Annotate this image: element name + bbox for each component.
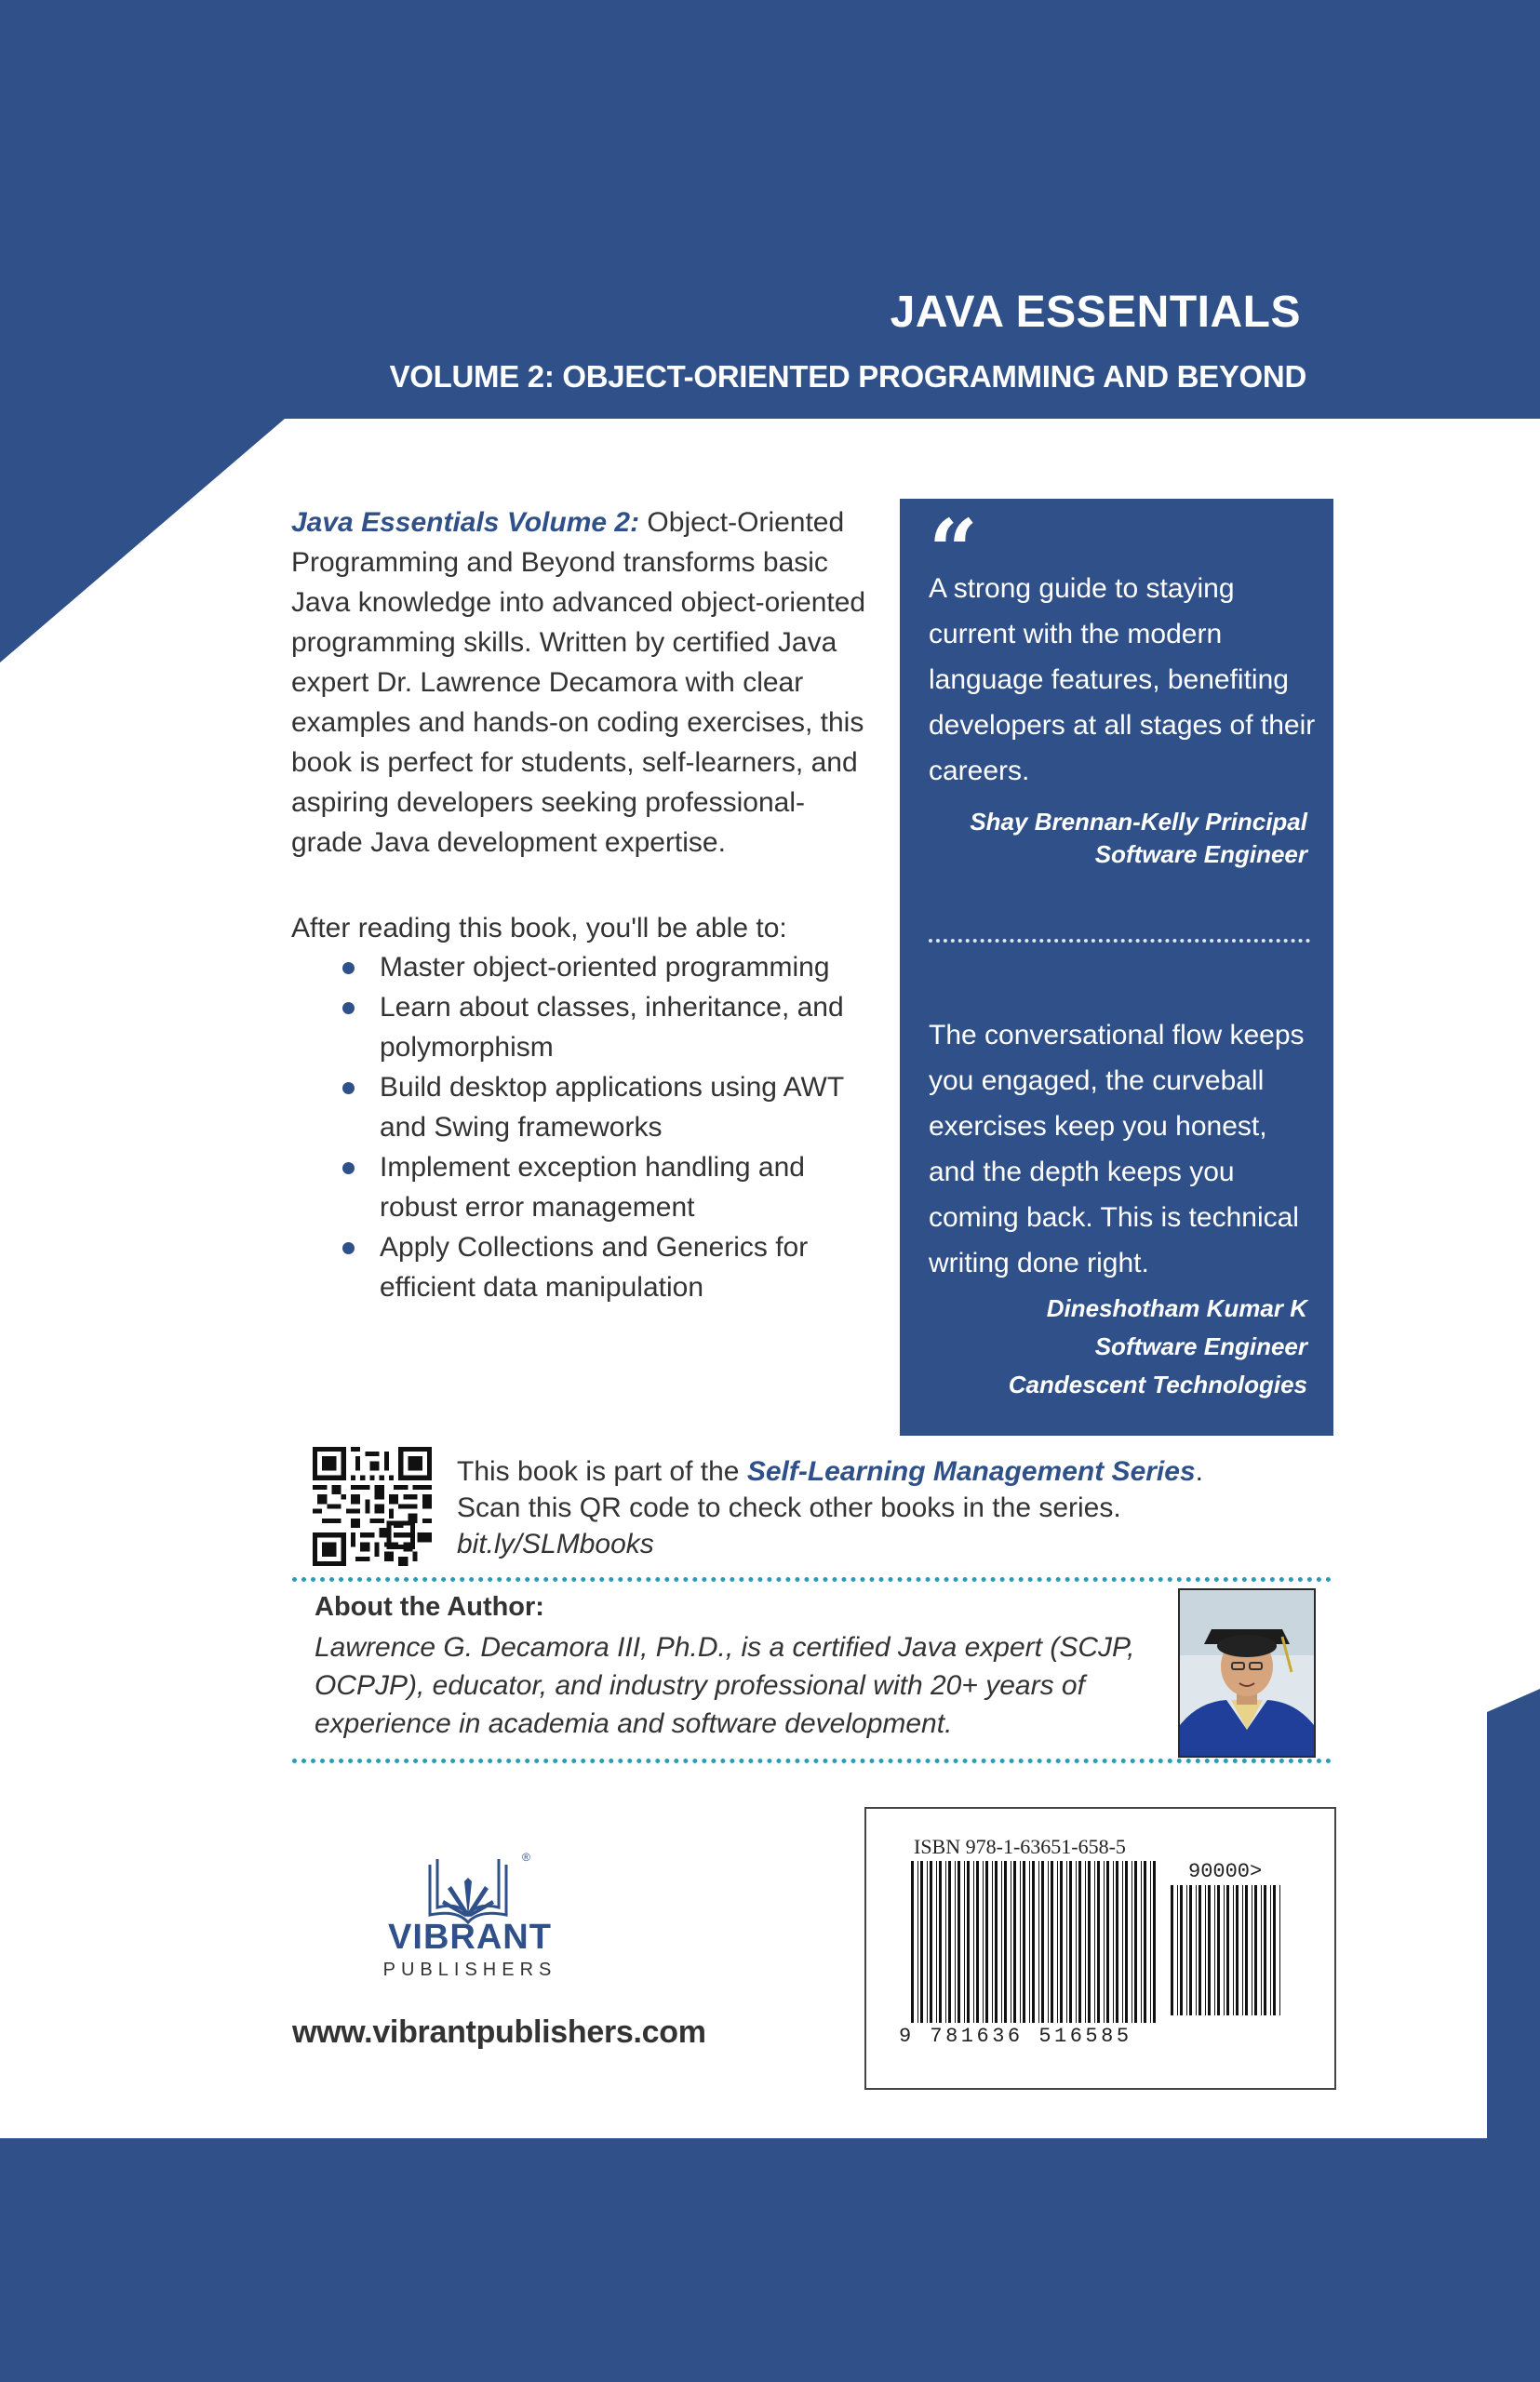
barcode-bar — [1233, 1885, 1234, 2015]
barcode-bar — [920, 1861, 923, 2023]
list-item — [342, 987, 882, 1067]
addon-barcode-bars — [1171, 1885, 1286, 2015]
publisher-sub: PUBLISHERS — [382, 1960, 557, 1980]
barcode-bar — [1153, 1861, 1156, 2023]
barcode-bar — [964, 1861, 965, 2023]
barcode-bar — [1125, 1861, 1128, 2023]
barcode-bar — [1069, 1861, 1072, 2023]
bullet-icon — [342, 1082, 355, 1094]
list-item-text: Apply Collections and Generics for efficient data manipulation — [380, 1232, 809, 1303]
barcode-bar — [1217, 1885, 1220, 2015]
testimonial-2-author-line1: Dineshotham Kumar K — [1046, 1294, 1307, 1322]
barcode-bar — [1144, 1861, 1146, 2023]
list-item-text: Learn about classes, inheritance, and polymorphism — [380, 992, 844, 1063]
description-lead: Java Essentials Volume 2: — [291, 507, 640, 538]
barcode-bar — [955, 1861, 956, 2023]
series-info — [457, 1453, 1203, 1562]
barcode-bar — [1199, 1885, 1201, 2015]
barcode-bar — [985, 1861, 988, 2023]
book-description — [291, 502, 868, 863]
testimonials-box — [900, 499, 1333, 1436]
barcode-bar — [1208, 1885, 1211, 2015]
bullet-icon — [342, 962, 355, 974]
barcode-bar — [917, 1861, 918, 2023]
testimonial-2-text: The conversational flow keeps you engaged, the curveball exercises keep you honest, and the depth keeps you coming back. This is technical writing done right. — [929, 1020, 1305, 1278]
barcode-bar — [1076, 1861, 1077, 2023]
series-suffix: . — [1195, 1456, 1203, 1487]
barcode-bar — [1254, 1885, 1257, 2015]
barcode-bar — [1038, 1861, 1039, 2023]
list-item-text: Implement exception handling and robust error management — [380, 1152, 805, 1223]
testimonial-2-author-line2: Software Engineer — [1094, 1332, 1307, 1360]
publisher-name: VIBRANT — [388, 1918, 552, 1957]
barcode-bar — [1106, 1861, 1109, 2023]
list-item — [342, 1147, 882, 1227]
qr-code[interactable] — [313, 1447, 432, 1566]
barcode-bar — [1085, 1861, 1086, 2023]
barcode-bar — [1245, 1885, 1248, 2015]
bullet-icon — [342, 1002, 355, 1014]
barcode-bars — [911, 1861, 1160, 2023]
barcode-bar — [1226, 1885, 1229, 2015]
barcode-bar — [1001, 1861, 1002, 2023]
barcode-bar — [1029, 1861, 1030, 2023]
list-item — [342, 1067, 882, 1147]
testimonial-1-author-line2: Software Engineer — [1094, 840, 1307, 868]
testimonial-2-author-line3: Candescent Technologies — [1008, 1371, 1307, 1398]
barcode-bar — [1270, 1885, 1271, 2015]
barcode-bar — [939, 1861, 942, 2023]
barcode-bar — [911, 1861, 914, 2023]
barcode-bar — [1116, 1861, 1118, 2023]
barcode-bar — [1261, 1885, 1262, 2015]
barcode-bar — [983, 1861, 984, 2023]
author-portrait-icon — [1180, 1590, 1314, 1756]
registered-mark: ® — [522, 1851, 530, 1864]
barcode-bar — [1020, 1861, 1021, 2023]
barcode-digits: 9 781636 516585 — [899, 2025, 1132, 2048]
barcode-bar — [1057, 1861, 1058, 2023]
barcode-bar — [1094, 1861, 1095, 2023]
series-prefix: This book is part of the — [457, 1456, 747, 1487]
barcode-bar — [1113, 1861, 1114, 2023]
barcode-bar — [945, 1861, 946, 2023]
barcode-bar — [1078, 1861, 1081, 2023]
barcode-bar — [1097, 1861, 1100, 2023]
barcode-bar — [1189, 1885, 1192, 2015]
publisher-website[interactable]: www.vibrantpublishers.com — [292, 2014, 706, 2050]
barcode-bar — [1242, 1885, 1243, 2015]
barcode-bar — [973, 1861, 974, 2023]
barcode-bar — [948, 1861, 951, 2023]
learning-outcomes-list — [342, 947, 882, 1307]
barcode-bar — [930, 1861, 932, 2023]
barcode-bar — [1088, 1861, 1091, 2023]
testimonial-divider — [929, 939, 1310, 943]
bullet-icon — [342, 1242, 355, 1254]
series-link[interactable]: bit.ly/SLMbooks — [457, 1529, 654, 1559]
barcode-bar — [1196, 1885, 1197, 2015]
barcode-bar — [1104, 1861, 1105, 2023]
dotted-divider-bottom — [292, 1759, 1332, 1763]
price-addon-text: 90000> — [1188, 1860, 1263, 1883]
barcode-bar — [1004, 1861, 1007, 2023]
series-line-2: Scan this QR code to check other books in the series. — [457, 1492, 1121, 1523]
barcode-bar — [1186, 1885, 1187, 2015]
barcode-bar — [1214, 1885, 1215, 2015]
barcode-bar — [1141, 1861, 1142, 2023]
barcode-bar — [1122, 1861, 1123, 2023]
barcode-bar — [936, 1861, 937, 2023]
barcode-bar — [957, 1861, 960, 2023]
barcode-bar — [967, 1861, 970, 2023]
barcode-bar — [992, 1861, 993, 2023]
author-photo — [1178, 1588, 1316, 1758]
barcode-bar — [1134, 1861, 1137, 2023]
barcode-bar — [1264, 1885, 1266, 2015]
list-item-text: Build desktop applications using AWT and Swing frameworks — [380, 1072, 844, 1143]
barcode-bar — [1066, 1861, 1067, 2023]
barcode-bar — [1150, 1861, 1151, 2023]
barcode-bar — [995, 1861, 998, 2023]
barcode-bar — [1180, 1885, 1183, 2015]
testimonial-1-author — [970, 806, 1307, 871]
list-item — [342, 1227, 882, 1307]
barcode-bar — [1171, 1885, 1173, 2015]
bullet-icon — [342, 1162, 355, 1174]
barcode-bar — [1013, 1861, 1016, 2023]
barcode-bar — [1236, 1885, 1239, 2015]
book-title: JAVA ESSENTIALS — [890, 288, 1301, 337]
testimonial-2-author — [1009, 1290, 1307, 1404]
series-name: Self-Learning Management Series — [746, 1456, 1196, 1487]
isbn-text: ISBN 978-1-63651-658-5 — [914, 1835, 1126, 1858]
publisher-brand — [349, 1917, 591, 1982]
list-item-text: Master object-oriented programming — [380, 952, 830, 983]
dotted-divider-top — [292, 1577, 1332, 1582]
barcode-bar — [976, 1861, 979, 2023]
after-reading-label: After reading this book, you'll be able to: — [291, 913, 787, 943]
barcode-bar — [1224, 1885, 1225, 2015]
barcode-box — [864, 1807, 1336, 2090]
barcode-bar — [1048, 1861, 1049, 2023]
barcode-bar — [1032, 1861, 1035, 2023]
barcode-bar — [1279, 1885, 1280, 2015]
barcode-bar — [1023, 1861, 1025, 2023]
barcode-bar — [1051, 1861, 1053, 2023]
barcode-bar — [1177, 1885, 1178, 2015]
barcode-bar — [927, 1861, 928, 2023]
barcode-bar — [1273, 1885, 1276, 2015]
quote-mark-icon: “ — [929, 501, 978, 601]
about-author-text: Lawrence G. Decamora III, Ph.D., is a certified Java expert (SCJP, OCPJP), educator, and industry professional with 20+ years of experience in academia and software development. — [315, 1632, 1135, 1739]
book-subtitle: VOLUME 2: OBJECT-ORIENTED PROGRAMMING AND BEYOND — [389, 359, 1306, 394]
barcode-bar — [1041, 1861, 1044, 2023]
description-body: Object-Oriented Programming and Beyond transforms basic Java knowledge into advanced object-oriented programming skills. Written by certified Java expert Dr. Lawrence Decamora with clear examples and hands-on coding exercises, this book is perfect for students, self-learners, and aspiring developers seeking professional-grade Java development expertise. — [291, 507, 866, 858]
barcode-bar — [1060, 1861, 1063, 2023]
series-line-1 — [457, 1453, 1203, 1490]
testimonial-1-text: A strong guide to staying current with the modern language features, benefiting developers at all stages of their careers. — [929, 573, 1316, 786]
barcode-bar — [1205, 1885, 1206, 2015]
about-author-heading: About the Author: — [315, 1592, 544, 1622]
list-item — [342, 947, 882, 987]
testimonial-1-author-line1: Shay Brennan-Kelly Principal — [970, 808, 1307, 836]
